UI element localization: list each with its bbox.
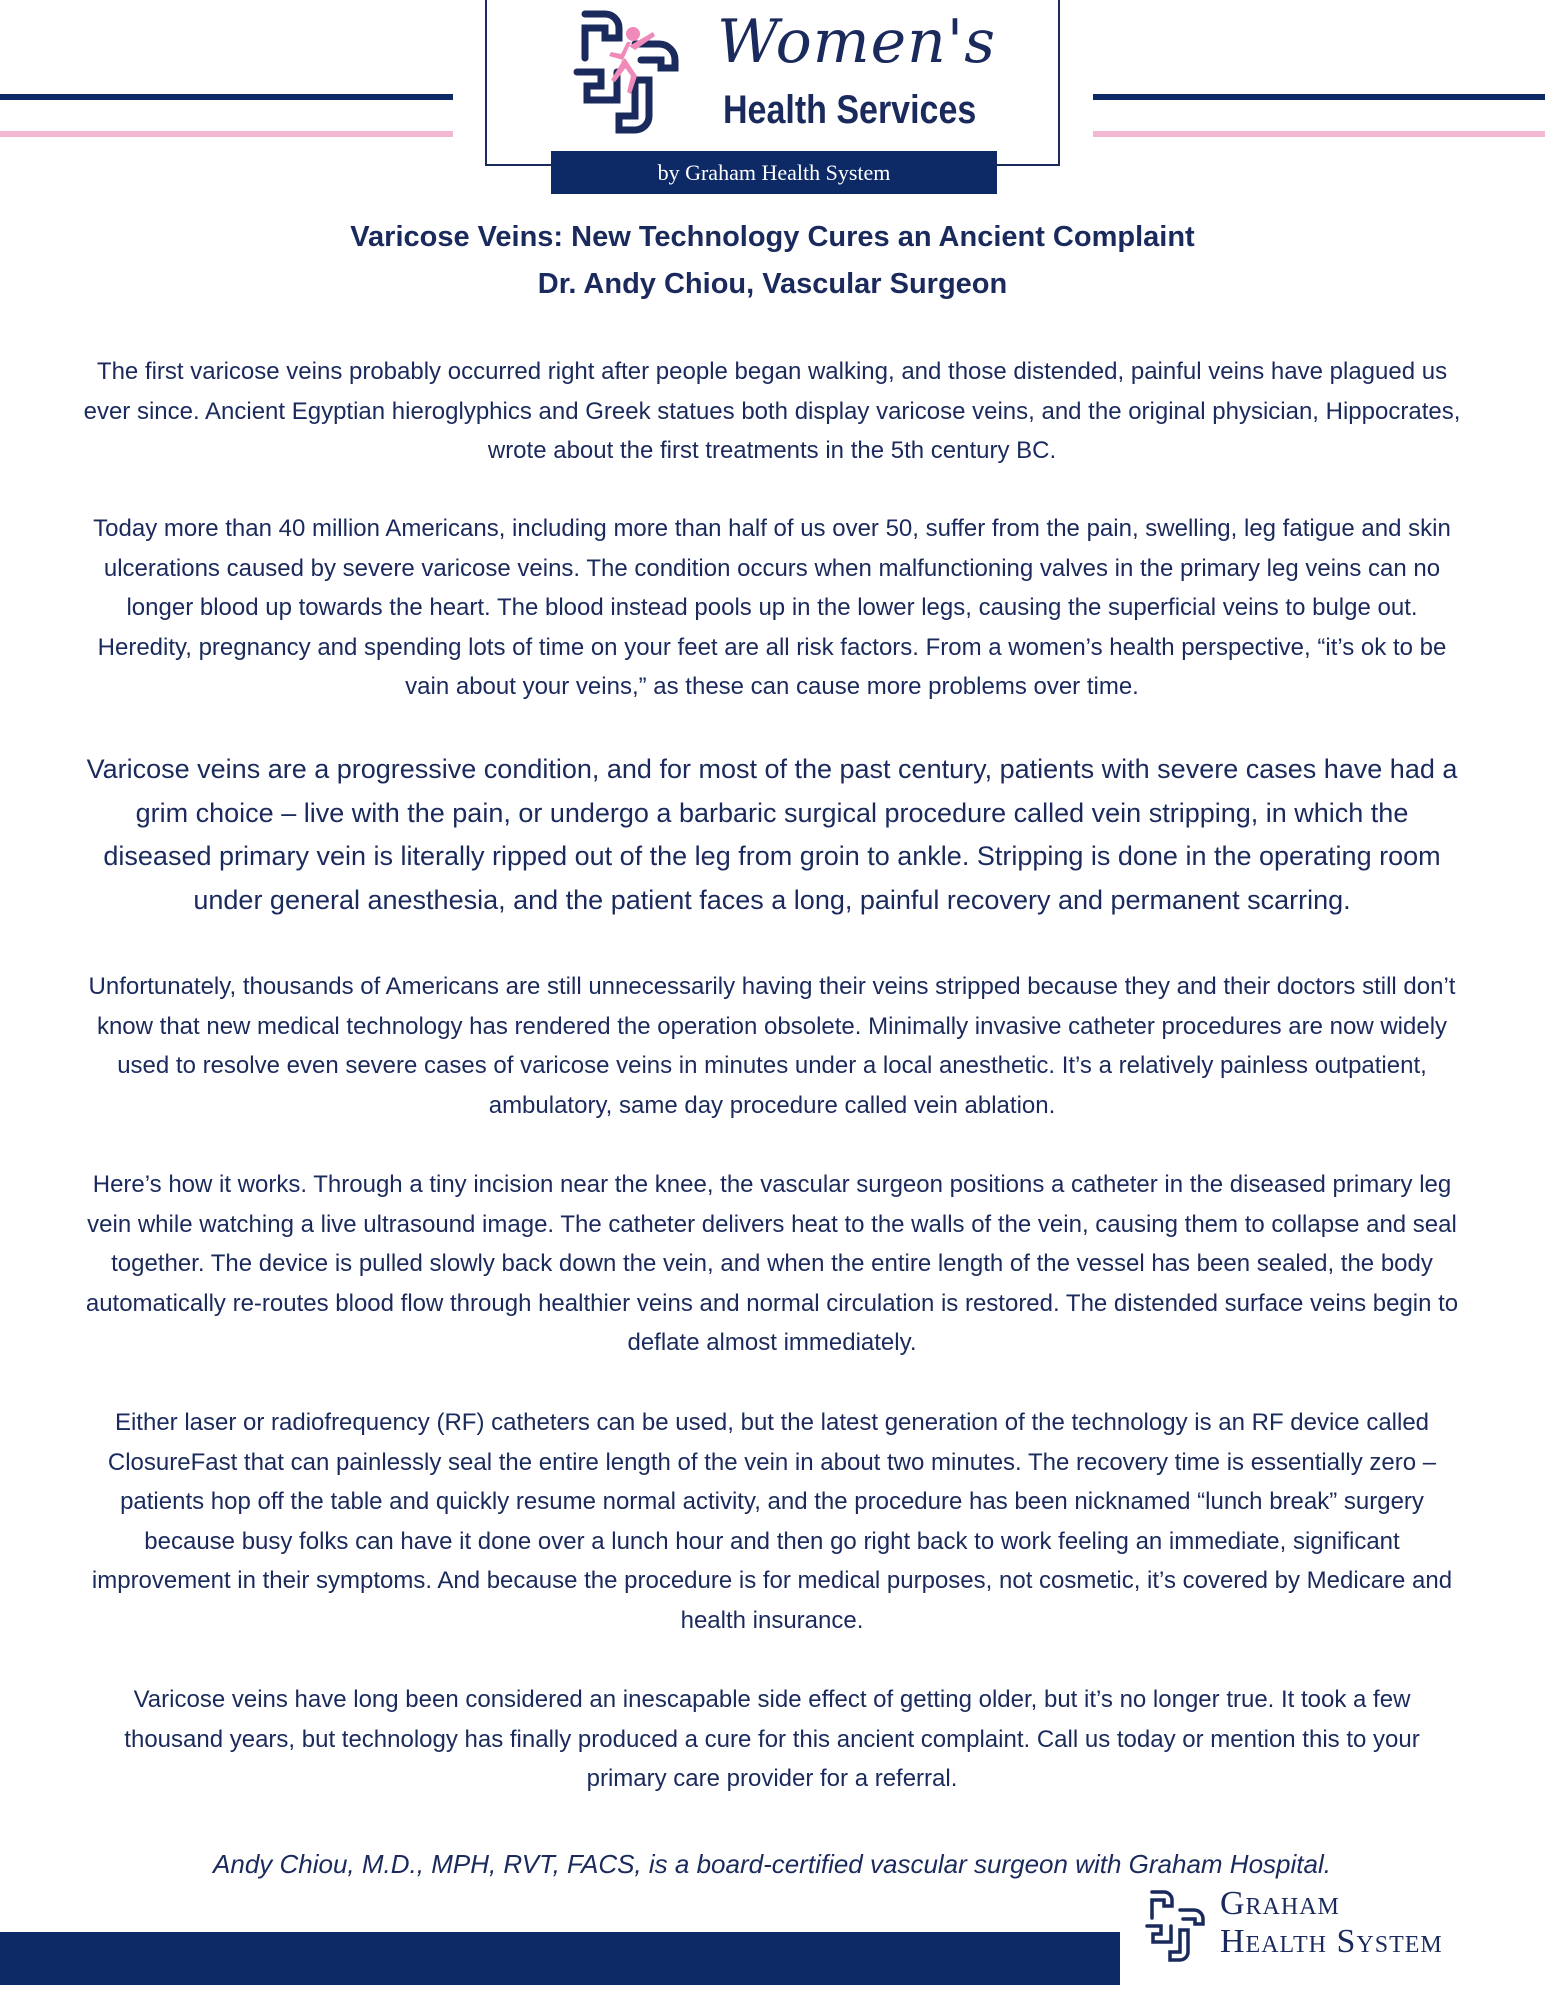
article-author: Dr. Andy Chiou, Vascular Surgeon [537,268,1008,300]
footer-logo [1140,1880,1540,1990]
paragraph-2: Today more than 40 million Americans, including more than half of us over 50, suffer from the pain, swelling, leg fatigue and skin ulcerations caused by severe varicose veins. The condition occurs when malfunctioning valves in the primary leg veins can no longer blood up towards the heart. The blood instead pools up in the lower legs, causing the superficial veins to bulge out. Heredity, pregnancy and spending lots of time on your feet are all risk factors. From a women’s health perspective, “it’s ok to be vain about your veins,” as these can cause more problems over time. [93,515,1451,701]
footer-bar [0,1932,1120,1985]
footer-logo-line2: Health System [1220,1923,1443,1960]
header-rule-right-navy [1093,94,1545,100]
header-rule-left-pink [0,131,453,137]
header-rule-right-pink [1093,131,1545,137]
brand-womens: Women's [717,7,997,77]
paragraph-7: Varicose veins have long been considered an inescapable side effect of getting older, but it’s no longer true. It took a few thousand years, but technology has finally produced a cure for this ancient complaint. Call us today or mention this to your primary care provider for a referral. [124,1686,1420,1793]
paragraph-3: Varicose veins are a progressive condition, and for most of the past century, patients with severe cases have had a grim choice – live with the pain, or undergo a barbaric surgical procedure called vein stripping, in which the diseased primary vein is literally ripped out of the leg from groin to ankle. Stripping is done in the operating room under general anesthesia, and the patient faces a long, painful recovery and permanent scarring. [86,754,1458,915]
article-title: Varicose Veins: New Technology Cures an Ancient Complaint [350,221,1195,253]
graham-health-logo-icon [1140,1884,1210,1966]
logo-header [485,0,1060,185]
paragraph-4: Unfortunately, thousands of Americans are still unnecessarily having their veins stripped because they and their doctors still don’t know that new medical technology has rendered the operation obsolete. Minimally invasive catheter procedures are now widely used to resolve even severe cases of varicose veins in minutes under a local anesthetic. It’s a relatively painless outpatient, ambulatory, same day procedure called vein ablation. [88,973,1456,1119]
brand-health-services: Health Services [723,88,977,132]
author-bio: Andy Chiou, M.D., MPH, RVT, FACS, is a board-certified vascular surgeon with Graham Hospital. [213,1849,1331,1879]
paragraph-1: The first varicose veins probably occurred right after people began walking, and those distended, painful veins have plagued us ever since. Ancient Egyptian hieroglyphics and Greek statues both display varicose veins, and the original physician, Hippocrates, wrote about the first treatments in the 5th century BC. [83,358,1461,465]
footer-logo-line1: Graham [1220,1885,1340,1922]
brand-tagline: by Graham Health System [551,151,997,194]
paragraph-6: Either laser or radiofrequency (RF) catheters can be used, but the latest generation of the technology is an RF device called ClosureFast that can painlessly seal the entire length of the vein in about two minutes. The recovery time is essentially zero – patients hop off the table and quickly resume normal activity, and the procedure has been nicknamed “lunch break” surgery because busy folks can have it done over a lunch hour and then go right back to work feeling an immediate, significant improvement in their symptoms. And because the procedure is for medical purposes, not cosmetic, it’s covered by Medicare and health insurance. [91,1409,1453,1634]
womens-health-logo-icon [565,2,695,142]
header-rule-left-navy [0,94,453,100]
paragraph-5: Here’s how it works. Through a tiny incision near the knee, the vascular surgeon positions a catheter in the diseased primary leg vein while watching a live ultrasound image. The catheter delivers heat to the walls of the vein, causing them to collapse and seal together. The device is pulled slowly back down the vein, and when the entire length of the vessel has been sealed, the body automatically re-routes blood flow through healthier veins and normal circulation is restored. The distended surface veins begin to deflate almost immediately. [85,1171,1459,1357]
